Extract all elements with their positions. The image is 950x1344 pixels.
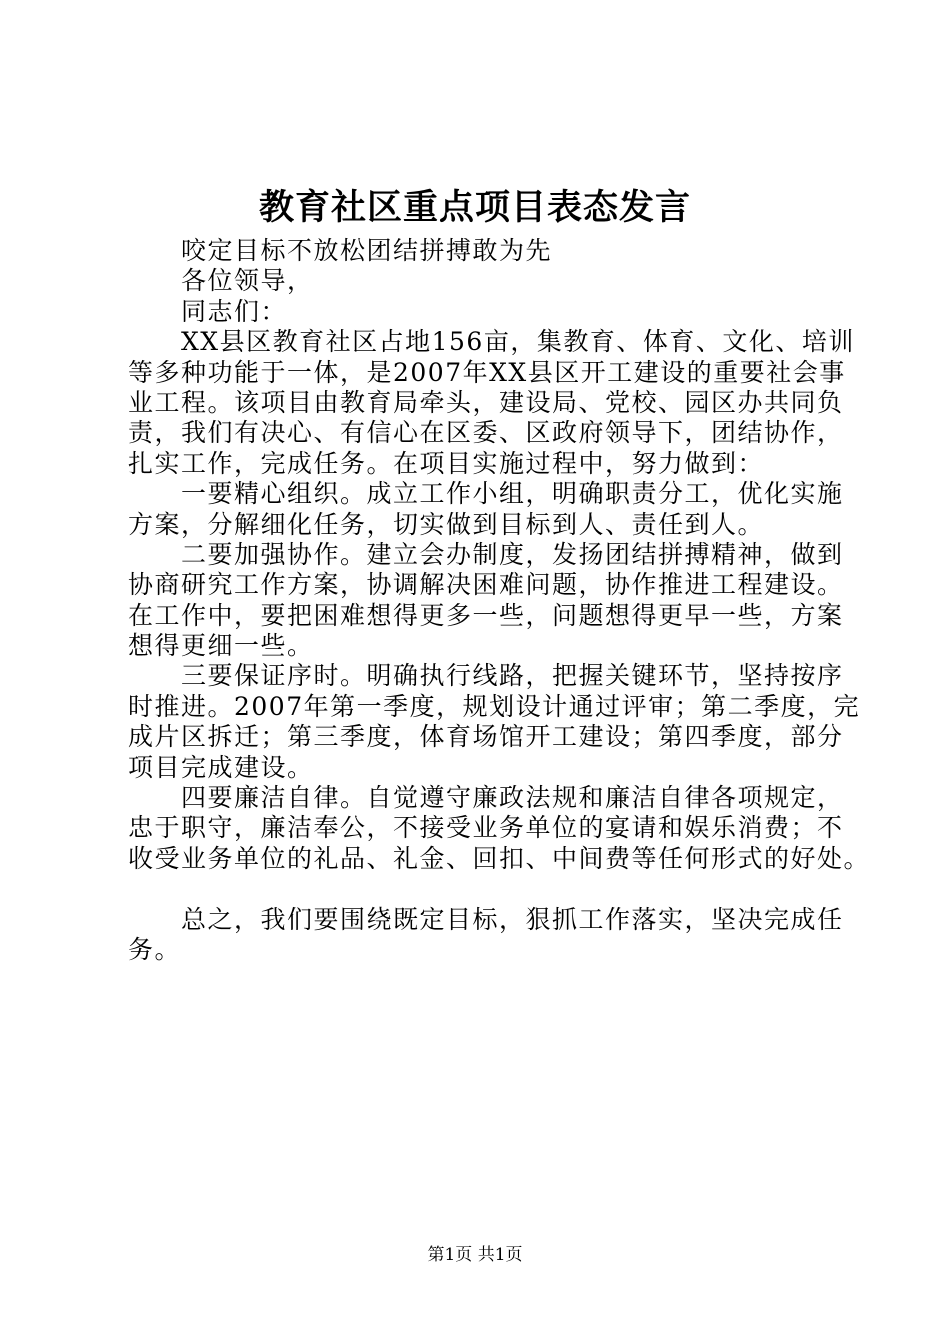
paragraph-line: 务。: [128, 934, 182, 964]
paragraph-line: 扎实工作，完成任务。在项目实施过程中，努力做到：: [128, 448, 765, 478]
salutation-comrades: 同志们：: [181, 296, 288, 326]
paragraph-line: 收受业务单位的礼品、礼金、回扣、中间费等任何形式的好处。: [128, 843, 871, 873]
paragraph-line: 业工程。该项目由教育局牵头，建设局、党校、园区办共同负: [128, 387, 844, 417]
paragraph-line: 二要加强协作。建立会办制度，发扬团结拼搏精神，做到: [181, 539, 844, 569]
paragraph-line: 方案，分解细化任务，切实做到目标到人、责任到人。: [128, 509, 765, 539]
paragraph-line: 想得更细一些。: [128, 631, 314, 661]
paragraph-line: XX县区教育社区占地156亩，集教育、体育、文化、培训: [181, 327, 855, 357]
paragraph-line: 四要廉洁自律。自觉遵守廉政法规和廉洁自律各项规定，: [181, 783, 844, 813]
paragraph-line: 责，我们有决心、有信心在区委、区政府领导下，团结协作，: [128, 418, 844, 448]
paragraph-spacer: [128, 874, 832, 904]
paragraph-line: 总之，我们要围绕既定目标，狠抓工作落实，坚决完成任: [181, 904, 844, 934]
document-body: [128, 236, 871, 965]
paragraph-line: 成片区拆迁；第三季度，体育场馆开工建设；第四季度，部分: [128, 722, 844, 752]
paragraph-line: 项目完成建设。: [128, 752, 314, 782]
subtitle-line: 咬定目标不放松团结拼搏敢为先: [181, 236, 553, 265]
paragraph-line: 一要精心组织。成立工作小组，明确职责分工，优化实施: [181, 479, 844, 509]
paragraph-line: 在工作中，要把困难想得更多一些，问题想得更早一些，方案: [128, 600, 844, 630]
document-title: 教育社区重点项目表态发言: [258, 187, 691, 228]
paragraph-line: 等多种功能于一体，是2007年XX县区开工建设的重要社会事: [128, 357, 846, 387]
page-footer: 第1页 共1页: [427, 1245, 523, 1265]
paragraph-line: 忠于职守，廉洁奉公，不接受业务单位的宴请和娱乐消费；不: [128, 813, 844, 843]
salutation-leaders: 各位领导，: [181, 266, 314, 296]
paragraph-line: 时推进。2007年第一季度，规划设计通过评审；第二季度，完: [128, 691, 861, 721]
paragraph-line: 三要保证序时。明确执行线路，把握关键环节，坚持按序: [181, 661, 844, 691]
paragraph-line: 协商研究工作方案，协调解决困难问题，协作推进工程建设。: [128, 570, 844, 600]
